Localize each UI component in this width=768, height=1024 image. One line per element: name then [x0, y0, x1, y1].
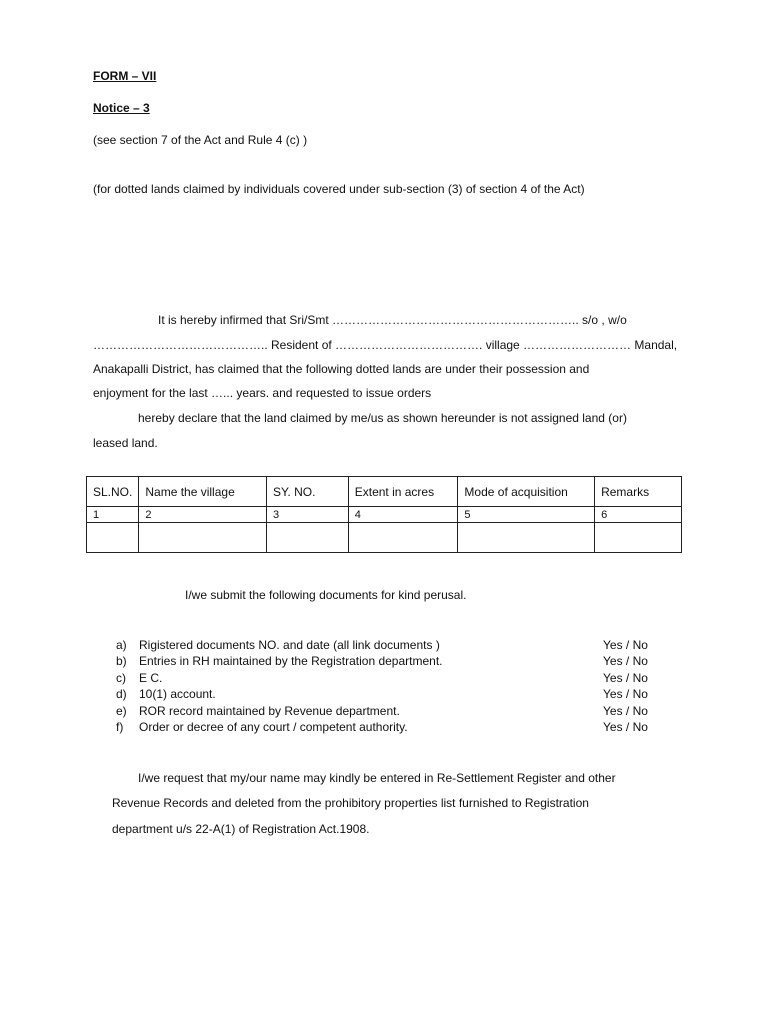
body-line-4: enjoyment for the last …... years. and requested to issue orders [93, 386, 432, 400]
list-marker: f) [116, 719, 124, 734]
table-cell: 1 [87, 507, 139, 523]
table-cell[interactable] [139, 523, 267, 553]
list-marker: e) [116, 703, 127, 718]
table-header-cell: Name the village [139, 477, 267, 507]
form-title: FORM – VII [93, 69, 157, 83]
land-details-table [86, 476, 682, 553]
list-marker: b) [116, 654, 127, 669]
request-line-3: department u/s 22-A(1) of Registration Act.1908. [112, 822, 370, 836]
body-line-6: leased land. [93, 436, 158, 450]
list-marker: c) [116, 670, 126, 685]
table-header-cell: SY. NO. [266, 477, 348, 507]
documents-intro: I/we submit the following documents for kind perusal. [185, 588, 467, 602]
scope-note: (for dotted lands claimed by individuals covered under sub-section (3) of section 4 of the Act) [93, 182, 585, 196]
table-cell: 2 [139, 507, 267, 523]
list-item-text: ROR record maintained by Revenue department. [139, 703, 400, 718]
list-item [116, 703, 676, 719]
table-header-cell: Mode of acquisition [458, 477, 595, 507]
table-number-row [87, 507, 682, 523]
list-item-text: Rigistered documents NO. and date (all link documents ) [139, 638, 440, 652]
table-cell[interactable] [266, 523, 348, 553]
section-reference: (see section 7 of the Act and Rule 4 (c) ) [93, 133, 308, 147]
list-item-text: Entries in RH maintained by the Registration department. [139, 654, 443, 669]
table-header-row [87, 477, 682, 507]
documents-list [116, 637, 676, 735]
table-cell[interactable] [595, 523, 682, 553]
table-cell: 6 [595, 507, 682, 523]
table-cell[interactable] [348, 523, 458, 553]
yes-no-option: Yes / No [603, 687, 648, 702]
body-line-2: …………………………………….. Resident of ………………………………. village ……………………… Mandal, [93, 338, 678, 352]
table-cell: 5 [458, 507, 595, 523]
list-item [116, 670, 676, 686]
yes-no-option: Yes / No [603, 638, 648, 652]
table-header-cell: SL.NO. [87, 477, 139, 507]
list-item [116, 686, 676, 702]
list-item [116, 653, 676, 669]
list-marker: d) [116, 687, 127, 702]
list-item-text: E C. [139, 670, 163, 685]
table-cell: 4 [348, 507, 458, 523]
table-header-cell: Remarks [595, 477, 682, 507]
yes-no-option: Yes / No [603, 719, 648, 734]
list-item [116, 637, 676, 653]
list-item-text: 10(1) account. [139, 687, 216, 702]
yes-no-option: Yes / No [603, 670, 648, 685]
list-item-text: Order or decree of any court / competent authority. [139, 719, 408, 734]
body-line-1: It is hereby infirmed that Sri/Smt …………………………………………………….. s/o , w/o [158, 313, 627, 327]
list-marker: a) [116, 638, 127, 652]
request-line-2: Revenue Records and deleted from the prohibitory properties list furnished to Registration [112, 796, 589, 810]
yes-no-option: Yes / No [603, 654, 648, 669]
table-cell[interactable] [87, 523, 139, 553]
request-line-1: I/we request that my/our name may kindly be entered in Re-Settlement Register and other [138, 771, 616, 785]
table-cell[interactable] [458, 523, 595, 553]
body-line-3: Anakapalli District, has claimed that the following dotted lands are under their possession and [93, 362, 590, 376]
table-blank-row [87, 523, 682, 553]
body-line-5: hereby declare that the land claimed by me/us as shown hereunder is not assigned land (or) [138, 411, 627, 425]
notice-number: Notice – 3 [93, 101, 150, 115]
table-header-cell: Extent in acres [348, 477, 458, 507]
list-item [116, 719, 676, 735]
table-cell: 3 [266, 507, 348, 523]
yes-no-option: Yes / No [603, 703, 648, 718]
